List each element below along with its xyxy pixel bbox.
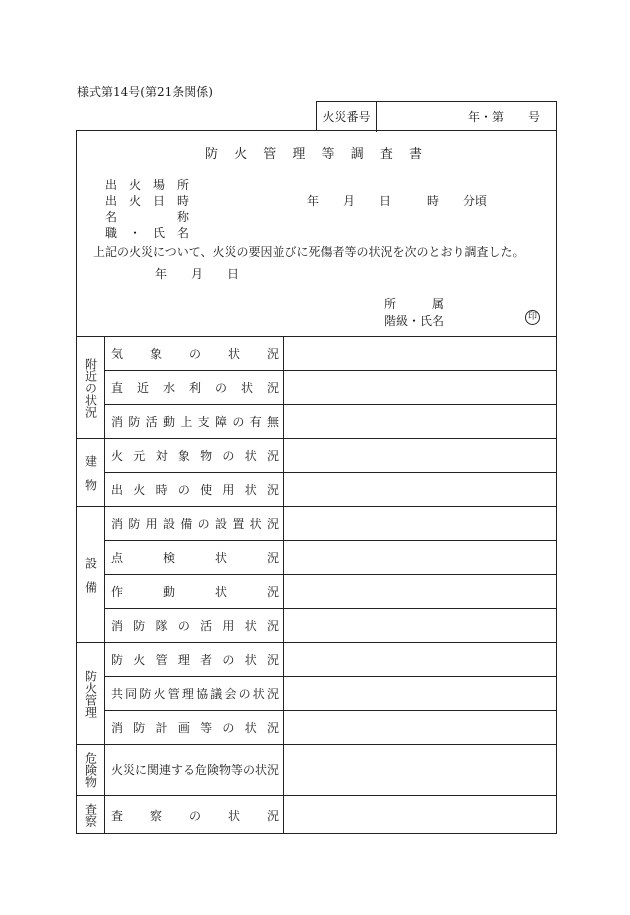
section-label: 査察 xyxy=(83,803,98,827)
row-value-obstacles[interactable] xyxy=(284,405,556,439)
section-hazardous xyxy=(77,745,105,796)
row-label-weather: 気象の状況 xyxy=(105,337,284,371)
section-label: 設 備 xyxy=(83,556,98,593)
row-label-usage: 出火時の使用状況 xyxy=(105,473,284,507)
survey-form xyxy=(76,130,557,834)
row-label-plan: 消防計画等の状況 xyxy=(105,711,284,745)
row-value-installation[interactable] xyxy=(284,507,556,541)
row-value-weather[interactable] xyxy=(284,337,556,371)
section-building xyxy=(77,439,105,507)
fire-number-value: 年・第 号 xyxy=(468,110,541,124)
form-number-label: 様式第14号(第21条関係) xyxy=(77,85,213,99)
row-label-brigade-use: 消防隊の活用状況 xyxy=(105,609,284,643)
row-value-manager[interactable] xyxy=(284,643,556,677)
row-label-operation: 作動状況 xyxy=(105,575,284,609)
row-value-usage[interactable] xyxy=(284,473,556,507)
fire-number-label: 火災番号 xyxy=(317,102,377,132)
fire-location-label: 出 火 場 所 xyxy=(105,178,190,192)
row-label-installation: 消防用設備の設置状況 xyxy=(105,507,284,541)
row-label-manager: 防火管理者の状況 xyxy=(105,643,284,677)
name-label: 名 称 xyxy=(105,210,190,224)
section-label: 防火管理 xyxy=(83,669,98,718)
row-value-inspection[interactable] xyxy=(284,796,556,834)
form-header xyxy=(77,131,556,337)
row-label-water: 直近水利の状況 xyxy=(105,371,284,405)
row-label-obstacles: 消防活動上支障の有無 xyxy=(105,405,284,439)
affiliation-label: 所 属 xyxy=(384,297,445,311)
section-vicinity xyxy=(77,337,105,439)
row-value-water[interactable] xyxy=(284,371,556,405)
fire-datetime-value: 年 月 日 時 分頃 xyxy=(307,194,488,208)
occupation-name-label: 職 ・ 氏 名 xyxy=(105,226,190,240)
row-value-council[interactable] xyxy=(284,677,556,711)
section-label: 附近の状況 xyxy=(83,357,98,418)
form-title: 防 火 管 理 等 調 査 書 xyxy=(205,147,428,162)
row-label-council: 共同防火管理協議会の状況 xyxy=(105,677,284,711)
row-value-brigade-use[interactable] xyxy=(284,609,556,643)
survey-statement: 上記の火災について、火災の要因並びに死傷者等の状況を次のとおり調査した。 xyxy=(93,245,525,259)
row-value-inspection-status[interactable] xyxy=(284,541,556,575)
row-label-origin-building: 火元対象物の状況 xyxy=(105,439,284,473)
rank-name-label: 階級・氏名 xyxy=(384,314,445,328)
row-label-inspection-status: 点検状況 xyxy=(105,541,284,575)
section-fire-prevention xyxy=(77,643,105,745)
row-value-hazardous[interactable] xyxy=(284,745,556,796)
row-value-origin-building[interactable] xyxy=(284,439,556,473)
row-label-inspection: 査察の状況 xyxy=(105,796,284,834)
fire-datetime-label: 出 火 日 時 xyxy=(105,194,190,208)
row-value-operation[interactable] xyxy=(284,575,556,609)
section-equipment xyxy=(77,507,105,643)
fire-number-box xyxy=(316,101,557,131)
seal-stamp-icon: 印 xyxy=(525,310,540,325)
survey-date: 年 月 日 xyxy=(155,267,240,281)
section-label: 危険物 xyxy=(83,752,98,788)
row-label-hazardous: 火災に関連する危険物等の状況 xyxy=(105,745,284,796)
section-inspection xyxy=(77,796,105,834)
section-label: 建 物 xyxy=(83,454,98,491)
row-value-plan[interactable] xyxy=(284,711,556,745)
